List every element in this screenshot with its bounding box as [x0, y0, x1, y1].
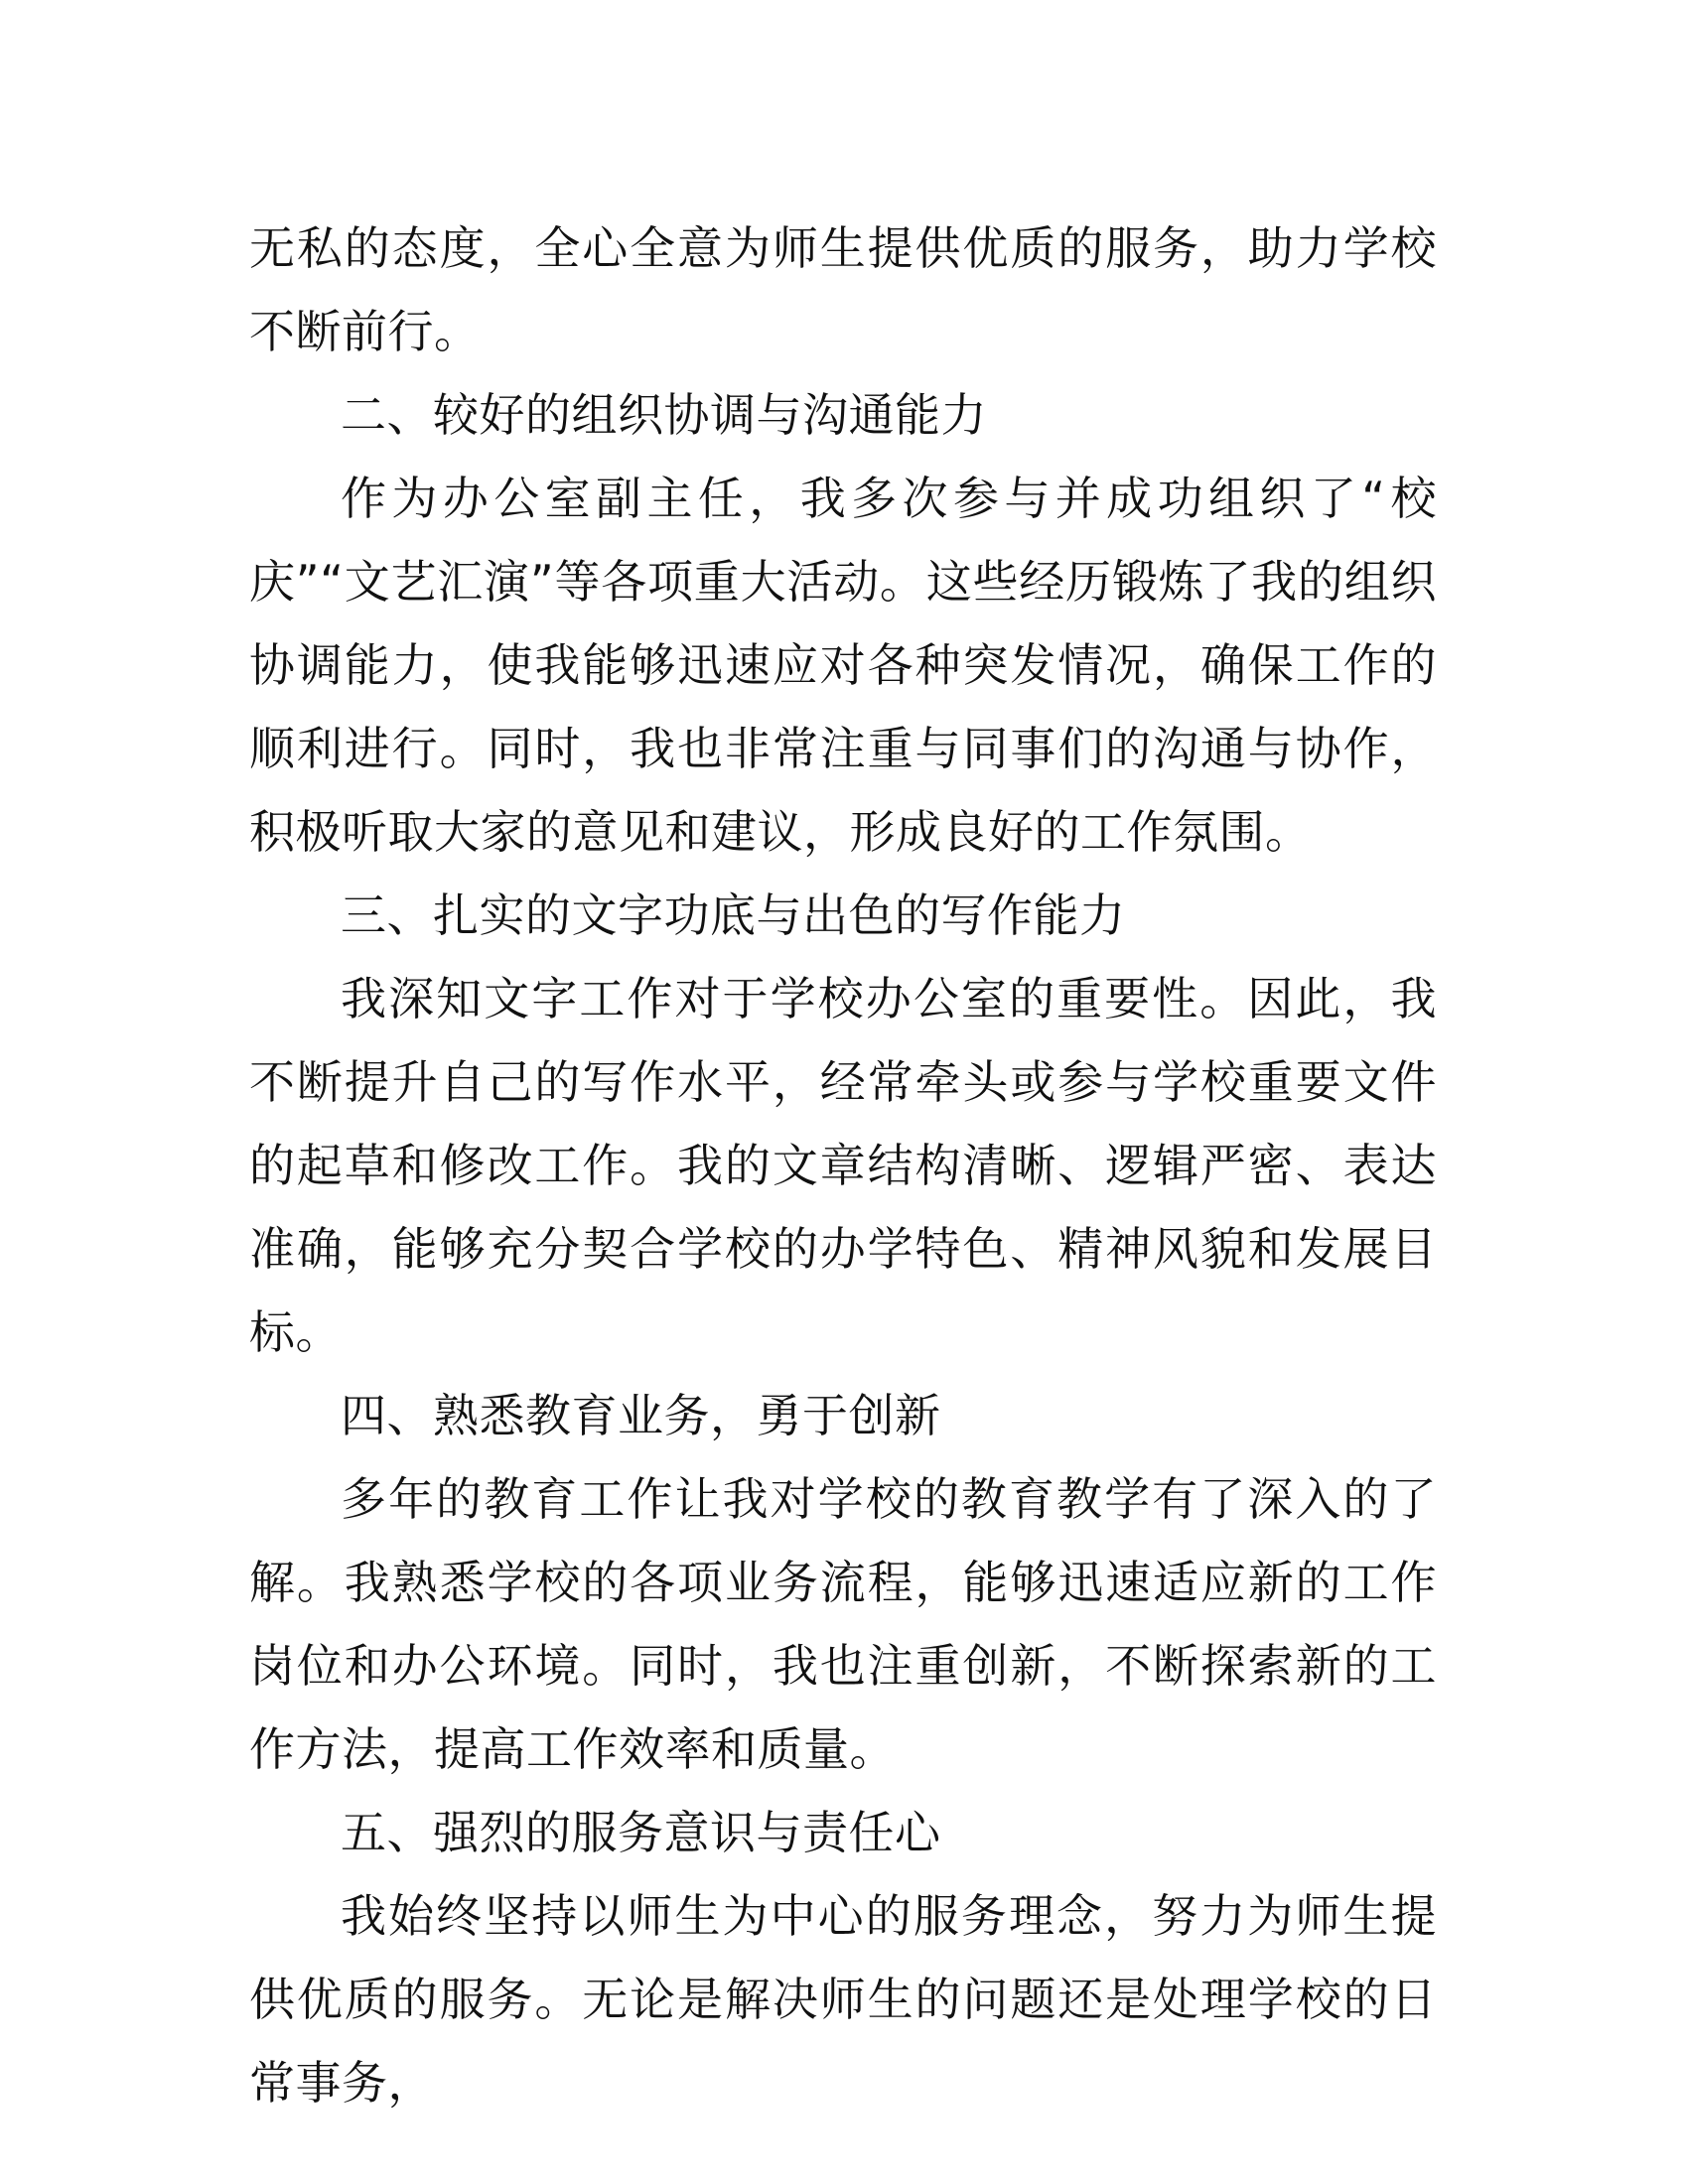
section-heading-2: 二、较好的组织协调与沟通能力 [341, 388, 987, 442]
paragraph-education: 多年的教育工作让我对学校的教育教学有了深入的了解。我熟悉学校的各项业务流程，能够迅速适应新的工作岗位和办公环境。同时，我也注重创新，不断探索新的工作方法，提高工作效率和质量。 [249, 1472, 1437, 1776]
paragraph-service: 我始终坚持以师生为中心的服务理念，努力为师生提供优质的服务。无论是解决师生的问题还是处理学校的日常事务， [249, 1889, 1437, 2110]
section-heading-4: 四、熟悉教育业务，勇于创新 [341, 1389, 941, 1442]
paragraph-continuation: 无私的态度，全心全意为师生提供优质的服务，助力学校不断前行。 [249, 221, 1437, 358]
document-body [249, 206, 1437, 2124]
section-heading-5: 五、强烈的服务意识与责任心 [341, 1806, 941, 1859]
section-heading-3: 三、扎实的文字功底与出色的写作能力 [341, 888, 1126, 942]
paragraph-coordination: 作为办公室副主任，我多次参与并成功组织了“校庆”“文艺汇演”等各项重大活动。这些经历锻炼了我的组织协调能力，使我能够迅速应对各种突发情况，确保工作的顺利进行。同时，我也非常注重与同事们的沟通与协作，积极听取大家的意见和建议，形成良好的工作氛围。 [249, 472, 1437, 859]
paragraph-writing: 我深知文字工作对于学校办公室的重要性。因此，我不断提升自己的写作水平，经常牵头或参与学校重要文件的起草和修改工作。我的文章结构清晰、逻辑严密、表达准确，能够充分契合学校的办学特色、精神风貌和发展目标。 [249, 972, 1437, 1359]
